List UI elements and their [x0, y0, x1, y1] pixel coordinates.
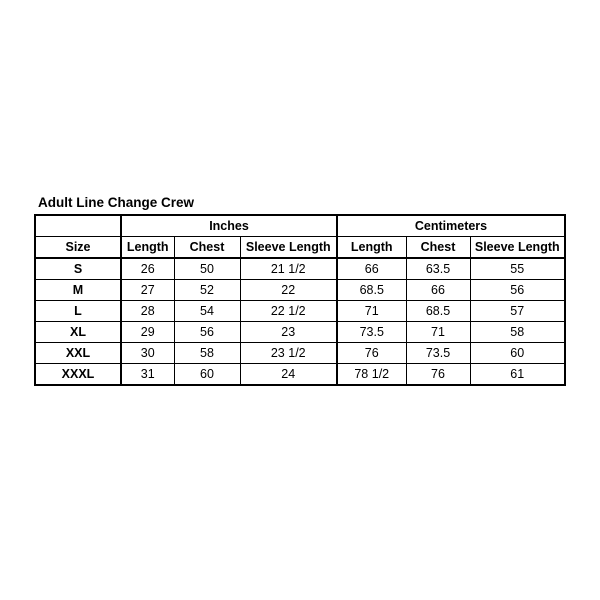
in-length-cell: 27 — [121, 280, 174, 301]
cm-length-cell: 78 1/2 — [337, 364, 406, 386]
in-sleeve-cell: 22 1/2 — [240, 301, 337, 322]
cm-chest-cell: 73.5 — [406, 343, 470, 364]
table-row — [35, 301, 565, 322]
table-row — [35, 343, 565, 364]
cm-sleeve-cell: 61 — [470, 364, 565, 386]
in-sleeve-cell: 23 — [240, 322, 337, 343]
column-header-in-sleeve: Sleeve Length — [240, 237, 337, 259]
cm-length-cell: 73.5 — [337, 322, 406, 343]
cm-length-cell: 76 — [337, 343, 406, 364]
size-cell: XL — [35, 322, 121, 343]
in-sleeve-cell: 22 — [240, 280, 337, 301]
cm-chest-cell: 66 — [406, 280, 470, 301]
in-chest-cell: 50 — [174, 258, 240, 280]
in-length-cell: 29 — [121, 322, 174, 343]
in-sleeve-cell: 21 1/2 — [240, 258, 337, 280]
group-header-blank — [35, 215, 121, 237]
in-length-cell: 30 — [121, 343, 174, 364]
column-header-size: Size — [35, 237, 121, 259]
cm-sleeve-cell: 55 — [470, 258, 565, 280]
cm-sleeve-cell: 58 — [470, 322, 565, 343]
size-cell: XXXL — [35, 364, 121, 386]
table-title: Adult Line Change Crew — [38, 195, 195, 210]
cm-chest-cell: 68.5 — [406, 301, 470, 322]
table-row — [35, 258, 565, 280]
table-row — [35, 364, 565, 386]
group-header-inches: Inches — [121, 215, 337, 237]
column-header-cm-length: Length — [337, 237, 406, 259]
cm-chest-cell: 76 — [406, 364, 470, 386]
cm-length-cell: 71 — [337, 301, 406, 322]
in-length-cell: 26 — [121, 258, 174, 280]
cm-sleeve-cell: 60 — [470, 343, 565, 364]
size-cell: XXL — [35, 343, 121, 364]
size-cell: L — [35, 301, 121, 322]
in-length-cell: 28 — [121, 301, 174, 322]
size-cell: S — [35, 258, 121, 280]
column-header-cm-sleeve: Sleeve Length — [470, 237, 565, 259]
cm-chest-cell: 63.5 — [406, 258, 470, 280]
in-sleeve-cell: 23 1/2 — [240, 343, 337, 364]
in-chest-cell: 56 — [174, 322, 240, 343]
cm-sleeve-cell: 57 — [470, 301, 565, 322]
group-header-row — [35, 215, 565, 237]
column-header-cm-chest: Chest — [406, 237, 470, 259]
cm-chest-cell: 71 — [406, 322, 470, 343]
in-chest-cell: 54 — [174, 301, 240, 322]
group-header-centimeters: Centimeters — [337, 215, 565, 237]
size-chart-table — [34, 214, 566, 386]
cm-sleeve-cell: 56 — [470, 280, 565, 301]
table-row — [35, 322, 565, 343]
in-length-cell: 31 — [121, 364, 174, 386]
cm-length-cell: 68.5 — [337, 280, 406, 301]
column-header-row — [35, 237, 565, 259]
column-header-in-length: Length — [121, 237, 174, 259]
in-sleeve-cell: 24 — [240, 364, 337, 386]
in-chest-cell: 60 — [174, 364, 240, 386]
column-header-in-chest: Chest — [174, 237, 240, 259]
in-chest-cell: 52 — [174, 280, 240, 301]
cm-length-cell: 66 — [337, 258, 406, 280]
in-chest-cell: 58 — [174, 343, 240, 364]
table-row — [35, 280, 565, 301]
size-cell: M — [35, 280, 121, 301]
